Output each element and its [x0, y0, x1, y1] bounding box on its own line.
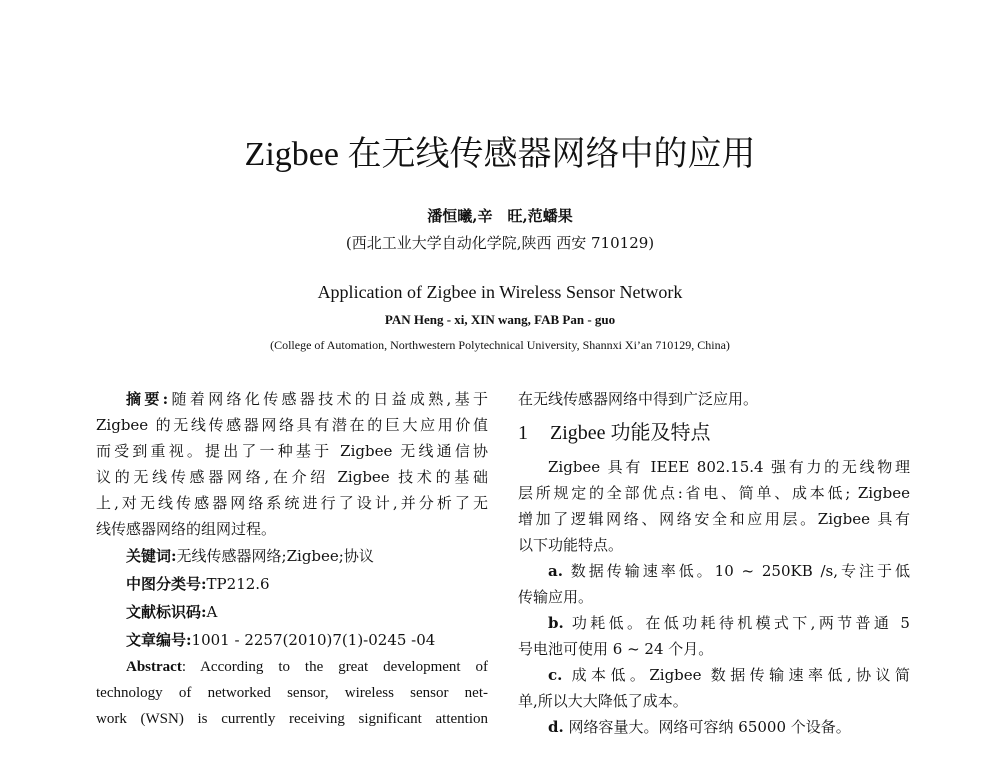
article-number-label: 文章编号:: [126, 631, 192, 649]
feature-b-label: b.: [548, 614, 564, 632]
keywords-value: 无线传感器网络;Zigbee;协议: [176, 547, 374, 565]
doc-code-value: A: [206, 603, 218, 621]
abstract-line: [96, 386, 488, 412]
paragraph-line: 层所规定的全部优点:省电、简单、成本低; Zigbee: [518, 484, 910, 502]
section-number: 1: [518, 422, 528, 444]
feature-c-label: c.: [548, 666, 563, 684]
clc-row: [96, 570, 488, 598]
english-affiliation: (College of Automation, Northwestern Polytechnical University, Shannxi Xi’an 710129, China): [270, 338, 730, 352]
article-number-value: 1001 - 2257(2010)7(1)-0245 -04: [191, 631, 436, 649]
english-title: Application of Zigbee in Wireless Sensor Network: [317, 282, 683, 302]
english-abstract-line: work (WSN) is currently receiving significant attention: [96, 711, 488, 727]
abstract-line: 而受到重视。提出了一种基于 Zigbee 无线通信协: [96, 442, 488, 460]
doc-code-label: 文献标识码:: [126, 603, 207, 621]
english-abstract-line: technology of networked sensor, wireless sensor net-: [96, 685, 488, 701]
paper-title: Zigbee 在无线传感器网络中的应用: [244, 136, 756, 173]
abstract-text: 随着网络化传感器技术的日益成熟,基于: [168, 390, 488, 408]
paragraph-line: Zigbee 具有 IEEE 802.15.4 强有力的无线物理: [548, 458, 910, 476]
feature-a-label: a.: [548, 562, 563, 580]
clc-value: TP212.6: [206, 575, 270, 593]
abstract-label: 摘要:: [126, 390, 169, 408]
feature-c-line: [518, 662, 910, 688]
keywords-label: 关键词:: [126, 547, 177, 565]
feature-a-line: 传输应用。: [518, 588, 594, 606]
english-abstract-line: [96, 654, 488, 680]
feature-d-line: [518, 714, 910, 740]
feature-a-line: [518, 558, 910, 584]
feature-a-text: 数据传输速率低。10 ~ 250KB /s,专注于低: [570, 562, 910, 580]
abstract-line: Zigbee 的无线传感器网络具有潜在的巨大应用价值: [96, 416, 488, 434]
abstract-line: 线传感器网络的组网过程。: [96, 520, 277, 538]
feature-d-label: d.: [548, 718, 564, 736]
author-list: 潘恒曦,辛 旺,范蟠果: [427, 207, 573, 225]
feature-d-text: 网络容量大。网络可容纳 65000 个设备。: [568, 718, 851, 736]
english-abstract-text: : According to the great development of: [181, 659, 488, 675]
abstract-line: 上,对无线传感器网络系统进行了设计,并分析了无: [96, 494, 488, 512]
clc-label: 中图分类号:: [126, 575, 207, 593]
feature-b-line: 号电池可使用 6 ~ 24 个月。: [518, 640, 714, 658]
feature-c-text: 成本低。Zigbee 数据传输速率低,协议简: [571, 666, 910, 684]
intro-continuation: 在无线传感器网络中得到广泛应用。: [518, 390, 759, 408]
paragraph-line: 以下功能特点。: [518, 536, 624, 554]
english-author-list: PAN Heng - xi, XIN wang, FAB Pan - guo: [384, 312, 616, 327]
paragraph-line: 增加了逻辑网络、网络安全和应用层。Zigbee 具有: [518, 510, 910, 528]
section-title: Zigbee 功能及特点: [550, 422, 711, 444]
english-abstract-label: Abstract: [126, 659, 182, 675]
feature-b-line: [518, 610, 910, 636]
feature-c-line: 单,所以大大降低了成本。: [518, 692, 688, 710]
author-affiliation: (西北工业大学自动化学院,陕西 西安 710129): [345, 234, 655, 252]
section-heading: [518, 412, 910, 454]
right-column: [518, 386, 910, 740]
left-column: [96, 386, 488, 732]
doc-code-row: [96, 598, 488, 626]
feature-b-text: 功耗低。在低功耗待机模式下,两节普通 5: [571, 614, 910, 632]
abstract-line: 议的无线传感器网络,在介绍 Zigbee 技术的基础: [96, 468, 488, 486]
article-number-row: [96, 626, 488, 654]
keywords-row: [96, 542, 488, 570]
